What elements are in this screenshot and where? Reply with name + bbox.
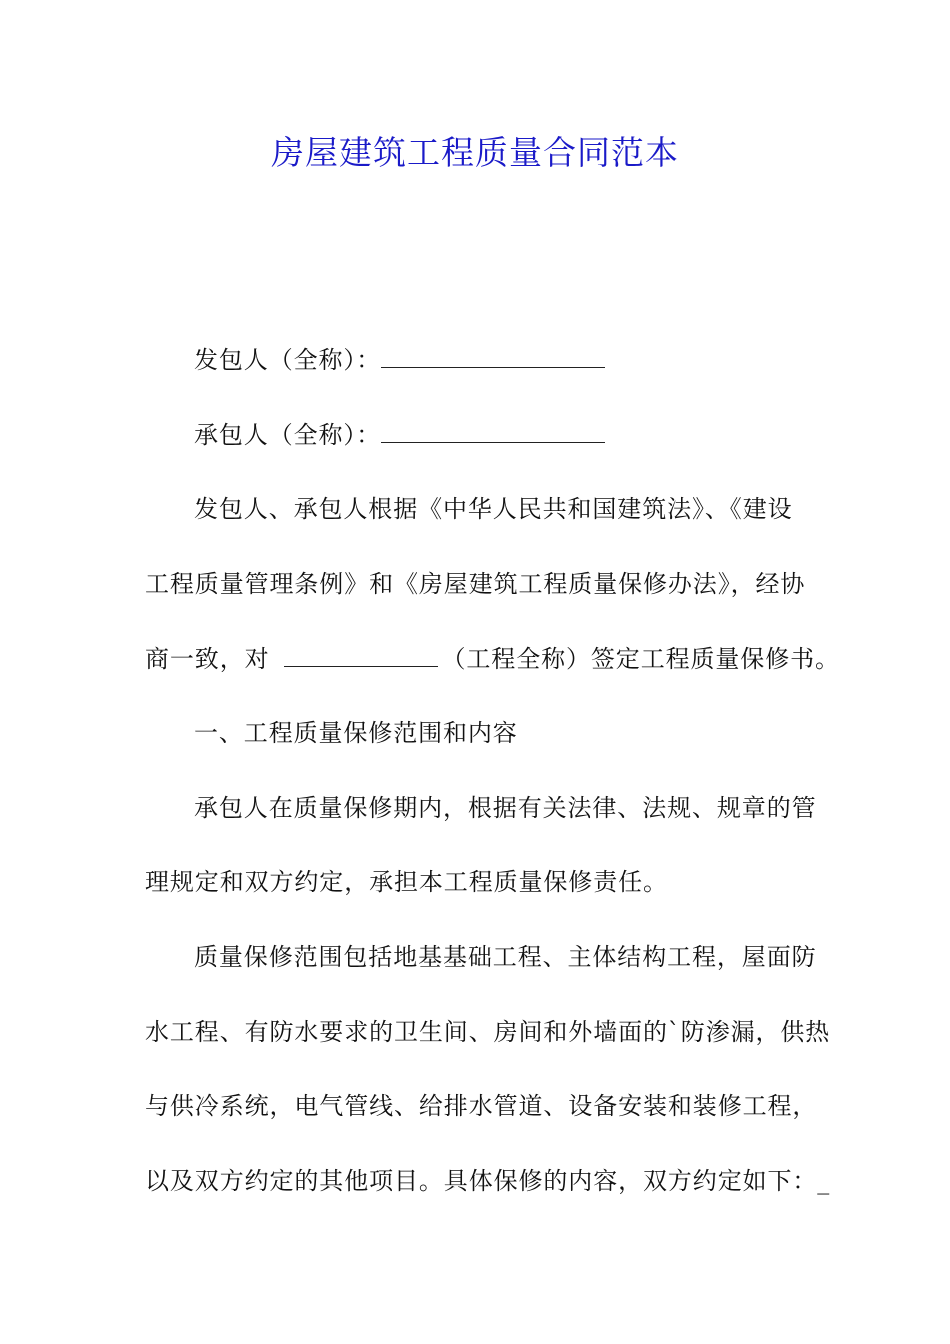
para1-line1: 发包人、承包人根据《中华人民共和国建筑法》、《建设 (194, 495, 793, 523)
employer-line (194, 340, 864, 380)
contractor-label: 承包人（全称）： (194, 421, 382, 449)
para2-line2: 理规定和双方约定，承担本工程质量保修责任。 (145, 868, 668, 896)
project-name-blank[interactable] (284, 644, 438, 667)
para3-line2: 水工程、有防水要求的卫生间、房间和外墙面的`防渗漏，供热 (145, 1018, 831, 1046)
para3-line1: 质量保修范围包括地基基础工程、主体结构工程，屋面防 (194, 943, 817, 971)
document-title: 房屋建筑工程质量合同范本 (271, 133, 679, 172)
employer-label: 发包人（全称）： (194, 346, 382, 374)
contractor-name-blank[interactable] (381, 420, 605, 443)
para1-line3-start: 商一致，对 (145, 645, 270, 673)
para2-line1: 承包人在质量保修期内，根据有关法律、法规、规章的管 (194, 794, 817, 822)
employer-name-blank[interactable] (381, 345, 605, 368)
para1-line2: 工程质量管理条例》和《房屋建筑工程质量保修办法》，经协 (145, 570, 806, 598)
section1-heading: 一、工程质量保修范围和内容 (194, 719, 518, 747)
para3-line4: 以及双方约定的其他项目。具体保修的内容，双方约定如下：_ (145, 1167, 831, 1195)
contractor-line (194, 415, 864, 455)
para3-line3: 与供冷系统，电气管线、给排水管道、设备安装和装修工程， (145, 1092, 818, 1120)
para1-line3-end: （工程全称）签定工程质量保修书。 (441, 645, 840, 673)
para1-line3 (145, 639, 840, 679)
